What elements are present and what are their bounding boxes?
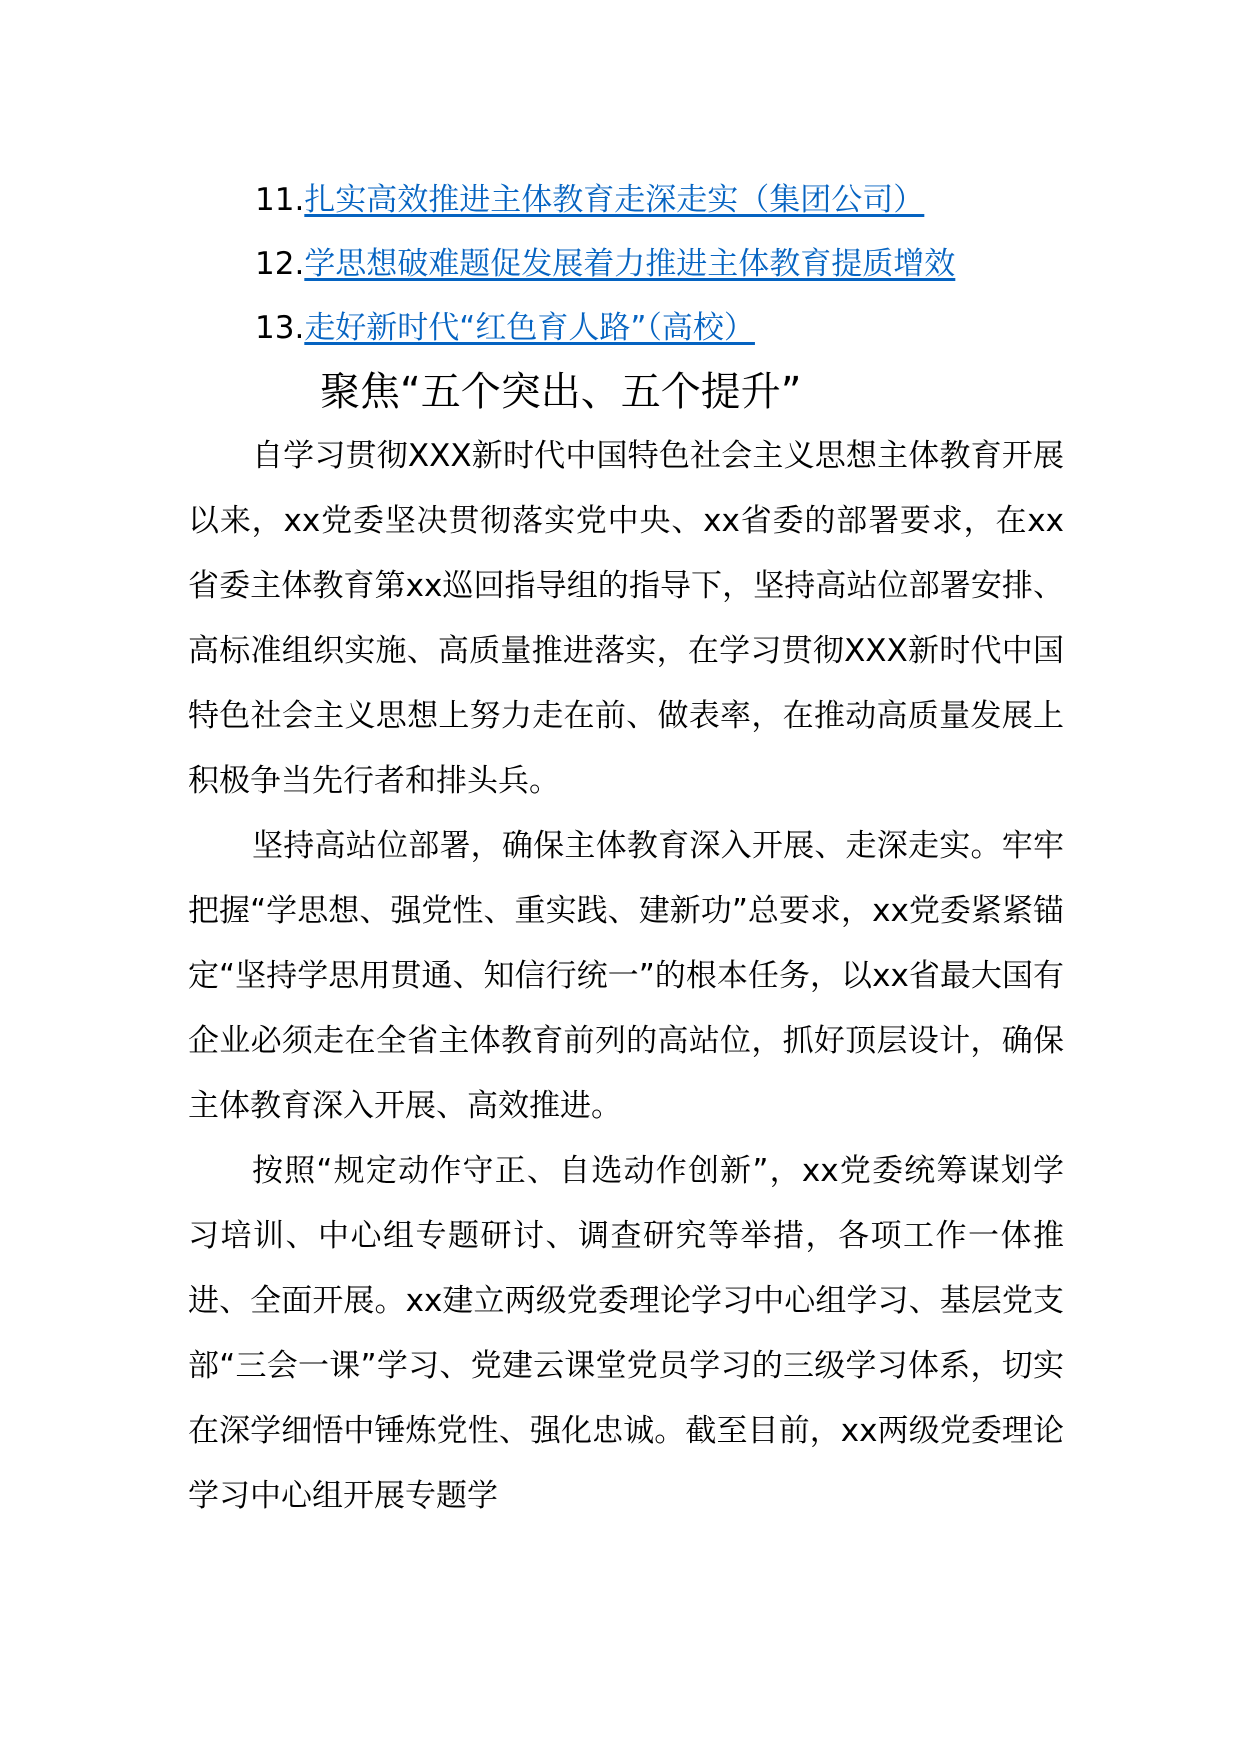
- toc-link-12[interactable]: 学思想破难题促发展着力推进主体教育提质增效: [304, 246, 956, 282]
- toc-item-13: [255, 296, 1155, 360]
- table-of-contents: [255, 168, 1155, 360]
- toc-item-11: [255, 168, 1155, 232]
- toc-item-12: [255, 232, 1155, 296]
- toc-number: 13.: [255, 310, 305, 346]
- paragraph-3: 按照“规定动作守正、自选动作创新”，xx党委统筹谋划学习培训、中心组专题研讨、调查研究等举措，各项工作一体推进、全面开展。xx建立两级党委理论学习中心组学习、基层党支部“三会一课”学习、党建云课堂党员学习的三级学习体系，切实在深学细悟中锤炼党性、强化忠诚。截至目前，xx两级党委理论学习中心组开展专题学: [188, 1153, 1064, 1514]
- paragraph-2: 坚持高站位部署，确保主体教育深入开展、走深走实。牢牢把握“学思想、强党性、重实践、建新功”总要求，xx党委紧紧锚定“坚持学思用贯通、知信行统一”的根本任务，以xx省最大国有企业必须走在全省主体教育前列的高站位，抓好顶层设计，确保主体教育深入开展、高效推进。: [188, 828, 1064, 1124]
- toc-link-13[interactable]: 走好新时代“红色育人路”（高校）: [304, 310, 755, 346]
- article-title: 聚焦“五个突出、五个提升”: [320, 369, 802, 415]
- toc-number: 12.: [255, 246, 305, 282]
- toc-number: 11.: [255, 182, 305, 218]
- toc-link-11[interactable]: 扎实高效推进主体教育走深走实（集团公司）: [304, 182, 925, 218]
- article-body: [188, 424, 1064, 1529]
- paragraph-1: 自学习贯彻XXX新时代中国特色社会主义思想主体教育开展以来，xx党委坚决贯彻落实党中央、xx省委的部署要求，在xx省委主体教育第xx巡回指导组的指导下，坚持高站位部署安排、高标准组织实施、高质量推进落实，在学习贯彻XXX新时代中国特色社会主义思想上努力走在前、做表率，在推动高质量发展上积极争当先行者和排头兵。: [188, 438, 1064, 799]
